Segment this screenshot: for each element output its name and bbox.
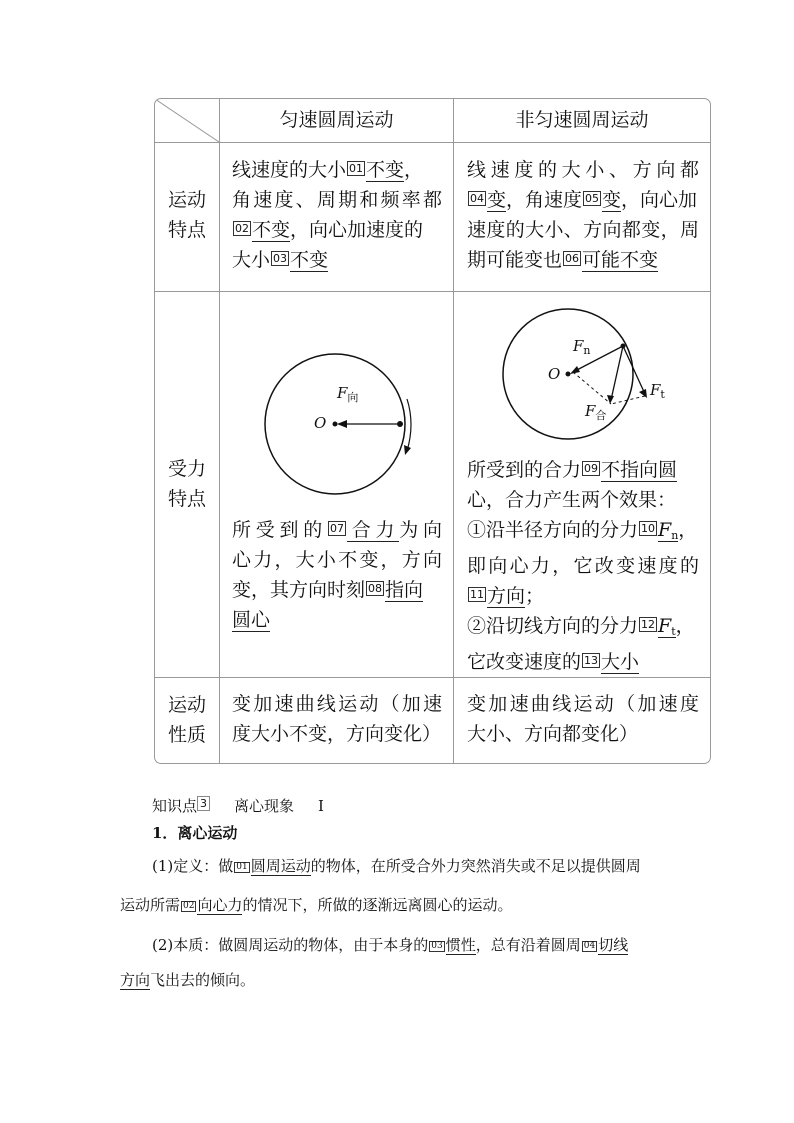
answer <box>658 519 678 542</box>
text: F <box>337 384 348 402</box>
text: (1)定义：做 <box>152 857 234 875</box>
text-line: 心力，大小不变，方向 <box>232 549 442 571</box>
text: 所受到的 <box>232 519 327 541</box>
row-divider <box>155 677 710 678</box>
label-o: O <box>548 365 561 383</box>
text-line: 大小、方向都变化） <box>467 723 639 745</box>
answer: 方向 <box>487 585 526 607</box>
dashed-line <box>573 372 611 404</box>
answer <box>658 615 676 638</box>
text: F <box>650 381 661 399</box>
text: 飞出去的倾向。 <box>150 971 256 989</box>
blank-number: 08 <box>368 582 383 595</box>
text: ②沿切线方向的分力 <box>467 615 639 637</box>
cell-uniform-nature <box>232 689 442 749</box>
nonuniform-circle-diagram <box>495 304 675 449</box>
text: ①沿半径方向的分力 <box>467 519 639 541</box>
cell-nonuniform-force-text <box>467 455 699 677</box>
cell-uniform-force-text <box>232 515 442 635</box>
text: ，向心加速度的 <box>290 219 424 241</box>
col-divider <box>219 99 220 763</box>
header-uniform: 匀速圆周运动 <box>279 109 394 131</box>
row-label-line: 运动 <box>167 189 206 211</box>
text-line: 度大小不变，方向变化） <box>232 723 442 745</box>
header-diagonal <box>155 99 219 142</box>
arrowhead <box>404 445 411 455</box>
answer: 合力 <box>346 519 400 541</box>
blank-number: 04 <box>583 941 596 951</box>
cell-uniform-motion <box>232 155 442 275</box>
text: F <box>585 402 596 420</box>
uniform-circle-diagram <box>255 349 415 499</box>
text: 变，其方向时刻 <box>232 579 366 601</box>
label-fn <box>573 337 591 360</box>
paragraph-line <box>152 854 641 878</box>
text: F <box>573 337 584 355</box>
text: F <box>658 615 672 637</box>
text: 运动所需 <box>120 896 181 914</box>
text: ， <box>404 159 424 181</box>
center-dot <box>566 372 571 377</box>
arrowhead <box>337 420 347 428</box>
blank-number: 05 <box>585 192 600 205</box>
fhe-arrow <box>611 346 623 400</box>
subscript: t <box>660 388 665 401</box>
comparison-table <box>154 98 711 764</box>
blank-number: 02 <box>183 901 195 911</box>
text: 线速度的大小 <box>232 159 347 181</box>
text-line: 变加速曲线运动（加速 <box>232 693 442 715</box>
text-line: 速度的大小、方向都变，周 <box>467 219 699 241</box>
ft-arrow <box>623 346 645 394</box>
blank-number: 13 <box>584 654 599 667</box>
cell-nonuniform-motion <box>467 155 699 275</box>
knowledge-number: 3 <box>197 796 210 811</box>
blank-number: 10 <box>641 522 656 535</box>
answer: 不变 <box>366 159 405 181</box>
text: 它改变速度的 <box>467 651 582 673</box>
cell-nonuniform-nature <box>467 689 699 749</box>
text-line: 角速度、周期和频率都 <box>232 189 442 211</box>
row-label-force <box>155 454 219 514</box>
text-line: 即向心力，它改变速度的 <box>467 555 699 577</box>
answer: 大小 <box>601 651 640 673</box>
subscript: 合 <box>595 409 607 422</box>
answer: 可能不变 <box>582 249 659 271</box>
text-line <box>467 185 699 215</box>
text-line: 变加速曲线运动（加速度 <box>467 693 699 715</box>
text: 期可能变也 <box>467 249 563 271</box>
answer: 变 <box>602 189 622 211</box>
arrowhead <box>607 395 614 404</box>
blank-number: 04 <box>470 192 484 205</box>
blank-number: 12 <box>641 618 656 631</box>
answer: 变 <box>487 189 507 211</box>
row-label-line: 受力 <box>167 458 206 480</box>
text: ，向心加 <box>621 189 698 211</box>
text-line <box>232 515 442 545</box>
velocity-arc <box>407 399 411 451</box>
text: (2)本质：做圆周运动的物体，由于本身的 <box>152 936 429 954</box>
blank-number: 03 <box>431 941 443 951</box>
text-line: 线速度的大小、方向都 <box>467 159 699 181</box>
label-fhe <box>585 402 606 425</box>
text-line: 心，合力产生两个效果： <box>467 489 677 511</box>
blank-number: 03 <box>273 252 288 265</box>
blank-number: 01 <box>349 162 364 175</box>
answer: 不变 <box>290 249 329 271</box>
paragraph-line <box>152 933 628 957</box>
subscript: 向 <box>347 391 359 404</box>
row-label-line: 性质 <box>167 724 206 746</box>
text: F <box>658 519 672 541</box>
blank-number: 11 <box>470 588 484 601</box>
subscript: n <box>671 529 679 542</box>
answer: 圆周运动 <box>250 857 311 875</box>
subscript: t <box>671 625 676 638</box>
paragraph-line <box>120 893 513 917</box>
level: Ⅰ <box>318 797 324 815</box>
blank-number: 06 <box>565 252 580 265</box>
col-divider <box>453 99 454 763</box>
text: 为向 <box>399 519 442 541</box>
row-label-nature <box>155 690 219 750</box>
text-line <box>467 647 699 677</box>
text-line <box>232 155 442 185</box>
answer: 向心力 <box>197 896 243 914</box>
text-line <box>467 611 699 647</box>
text: 大小 <box>232 249 271 271</box>
label-ft <box>650 381 665 404</box>
paragraph-line <box>120 968 255 992</box>
text: ， <box>675 615 695 637</box>
text-line <box>232 245 442 275</box>
text: 的情况下，所做的逐渐远离圆心的运动。 <box>242 896 513 914</box>
header-nonuniform: 非匀速圆周运动 <box>515 109 649 131</box>
row-label-motion <box>155 185 219 245</box>
blank-number: 02 <box>235 222 249 235</box>
text: ，角速度 <box>506 189 583 211</box>
answer: 方向 <box>120 971 151 989</box>
text-line <box>232 215 442 245</box>
text-line <box>467 515 699 551</box>
row-label-line: 特点 <box>167 488 206 510</box>
blank-number: 07 <box>329 522 344 535</box>
text-line <box>467 455 699 485</box>
text: 离心现象 <box>234 797 295 815</box>
section-heading <box>152 794 324 818</box>
text: ； <box>525 585 545 607</box>
text-line <box>467 581 699 611</box>
blank-number: 09 <box>584 462 599 475</box>
text: ，总有沿着圆周 <box>475 936 581 954</box>
subscript: n <box>583 344 591 357</box>
answer: 切线 <box>598 936 629 954</box>
center-dot <box>333 422 338 427</box>
answer: 指向 <box>385 579 424 601</box>
answer: 圆心 <box>232 609 271 631</box>
object-dot <box>397 421 403 427</box>
arrowhead <box>570 366 580 374</box>
text: ， <box>678 519 698 541</box>
label-o: O <box>314 414 327 432</box>
object-dot <box>621 344 626 349</box>
text: 的物体，在所受合外力突然消失或不足以提供圆周 <box>310 857 641 875</box>
text-line <box>232 575 442 605</box>
text-line <box>467 245 699 275</box>
text: 所受到的合力 <box>467 459 582 481</box>
row-divider <box>155 291 710 292</box>
answer: 惯性 <box>445 936 476 954</box>
answer: 不变 <box>252 219 291 241</box>
label-f-xiang <box>337 384 358 407</box>
blank-number: 01 <box>236 862 248 872</box>
answer: 不指向圆 <box>601 459 678 481</box>
text: 知识点 <box>152 797 198 815</box>
row-divider <box>155 142 710 143</box>
row-label-line: 特点 <box>167 219 206 241</box>
row-label-line: 运动 <box>167 694 206 716</box>
subsection-title: 1．离心运动 <box>152 824 238 842</box>
